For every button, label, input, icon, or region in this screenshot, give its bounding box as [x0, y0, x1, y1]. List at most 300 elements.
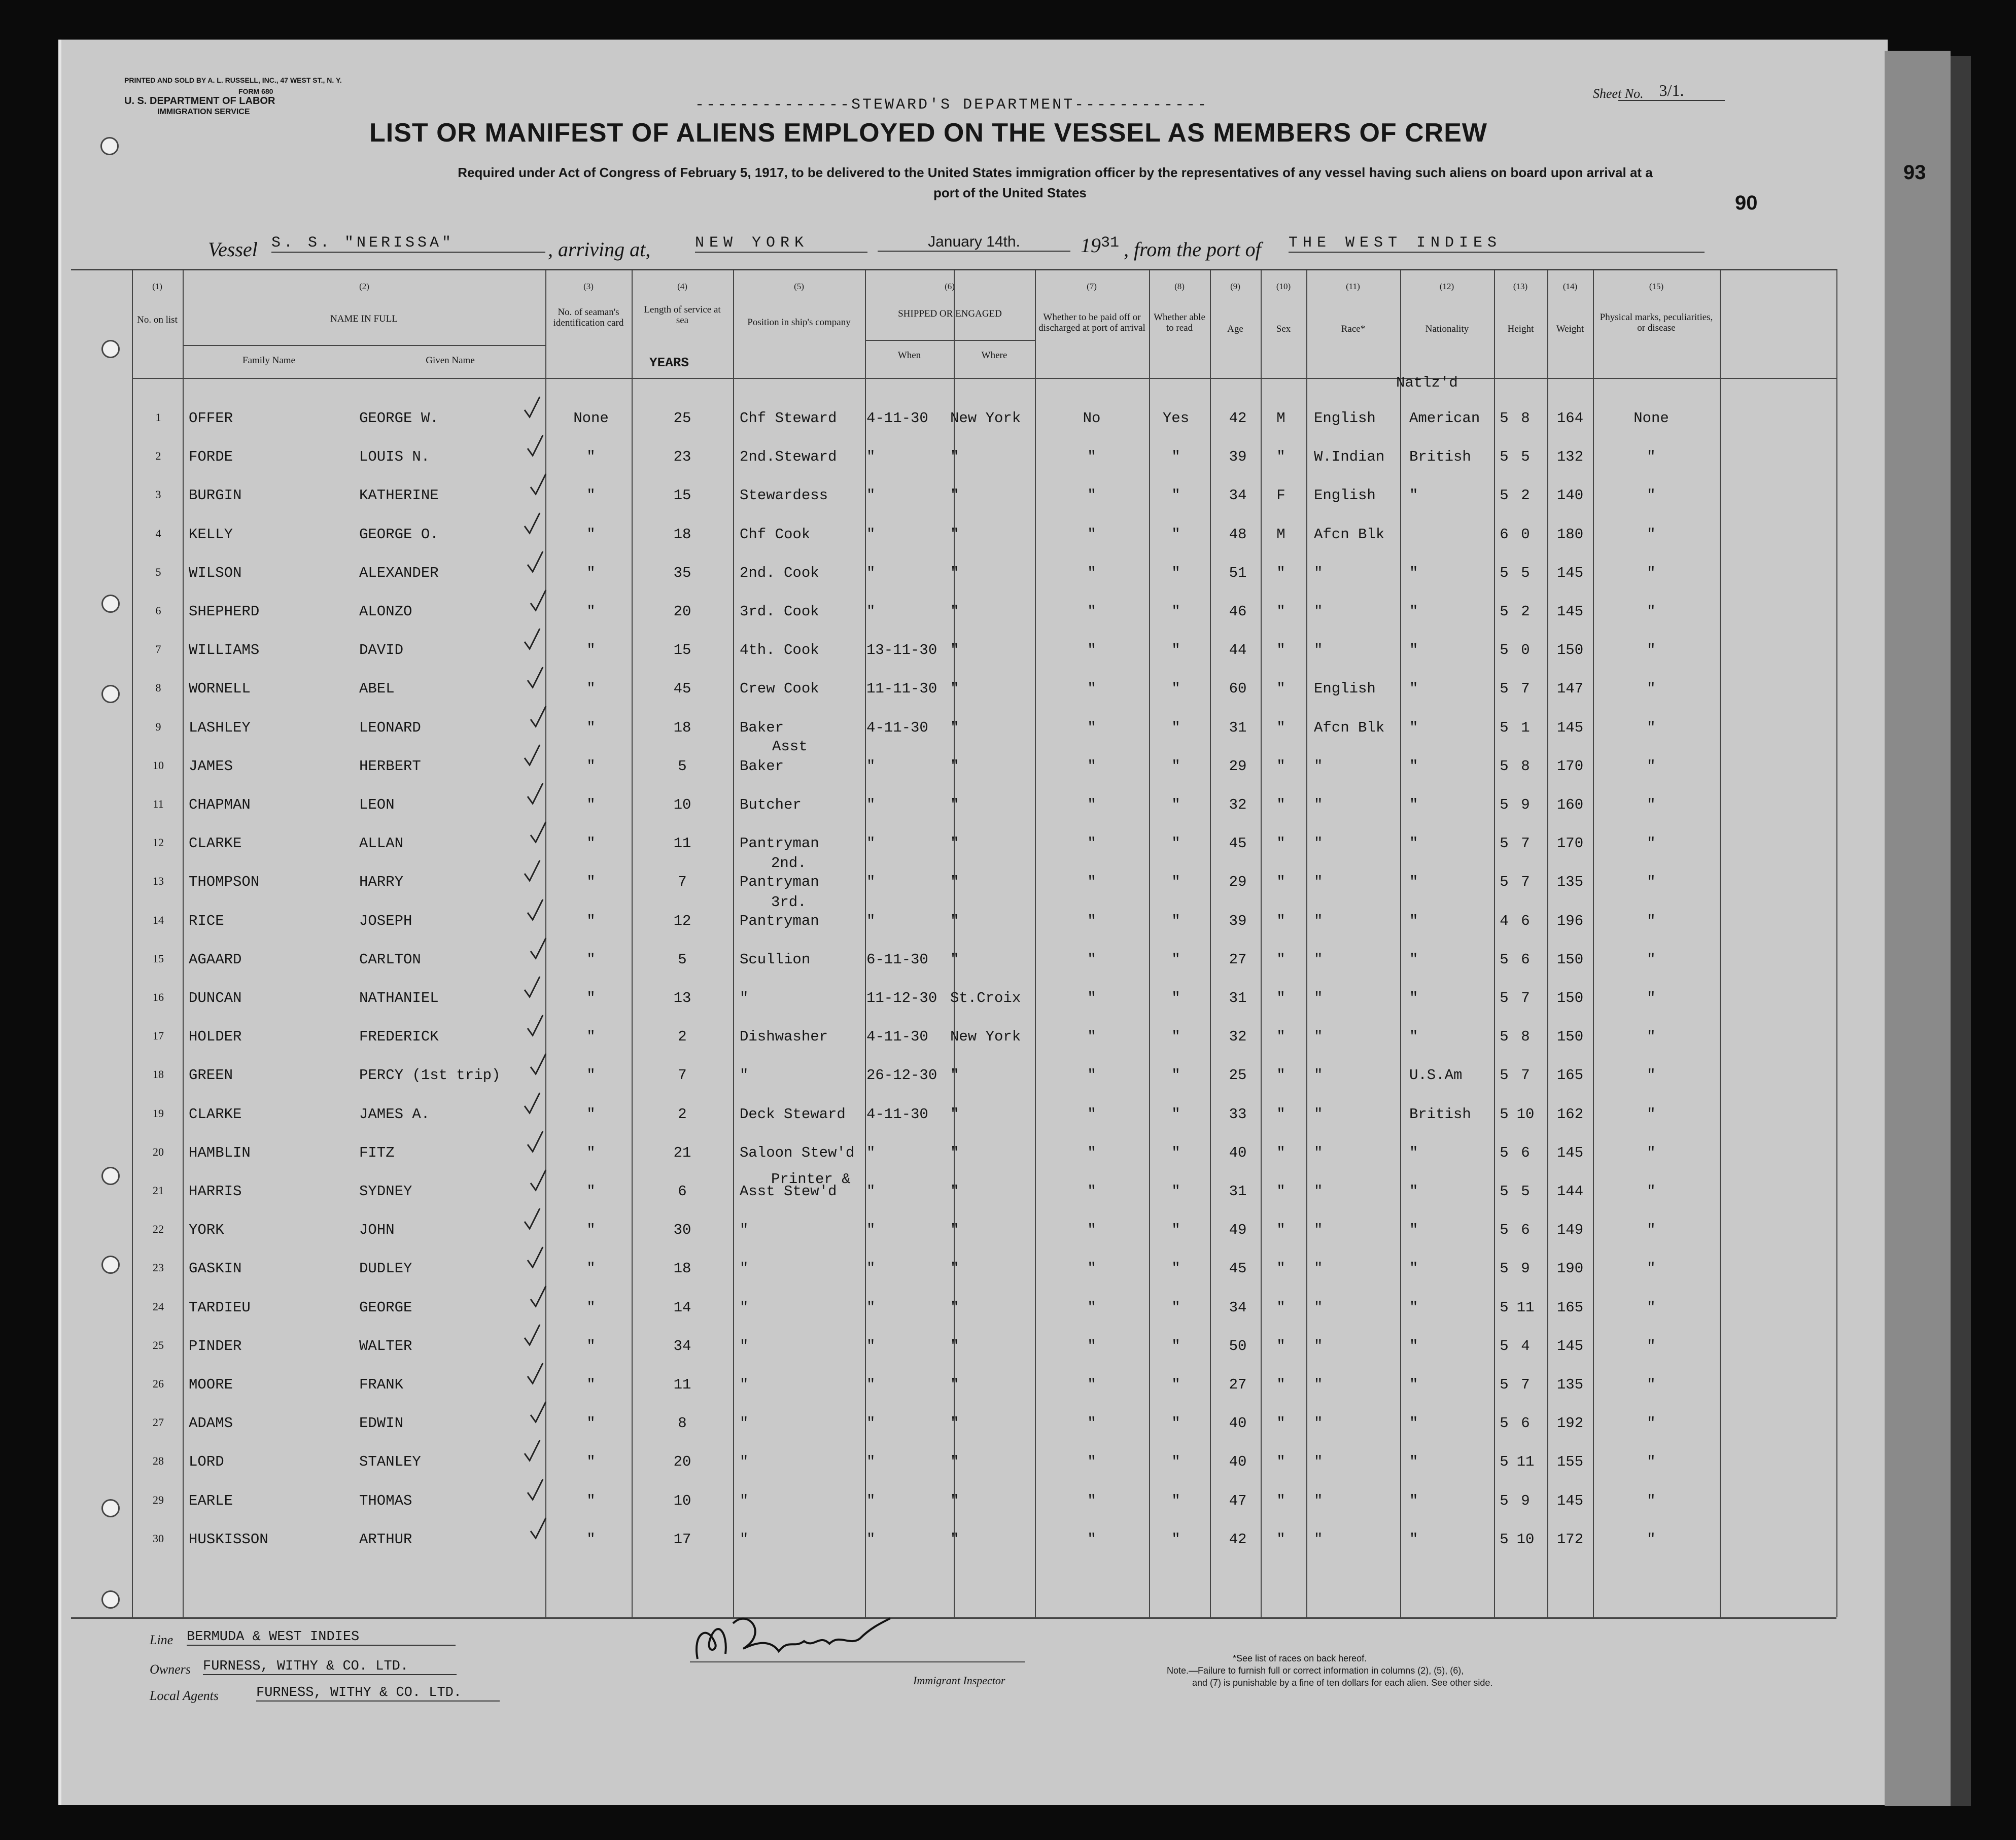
- cell-ft: 5: [1500, 1028, 1509, 1046]
- cell-given: THOMAS: [359, 1492, 412, 1509]
- cell-paid: No: [1083, 410, 1101, 427]
- cell-race: ": [1314, 1531, 1323, 1548]
- cell-pos: Deck Steward: [740, 1105, 846, 1123]
- cell-ft: 5: [1500, 990, 1509, 1006]
- cell-where: ": [950, 874, 959, 891]
- cell-card: ": [586, 448, 596, 466]
- cell-read: ": [1171, 912, 1180, 929]
- cell-given: LEONARD: [359, 719, 421, 736]
- cell-where: ": [950, 719, 959, 736]
- asst-note: Asst: [772, 738, 808, 755]
- cell-ft: 5: [1500, 1453, 1509, 1471]
- check-mark-icon: [529, 1168, 549, 1193]
- cell-wt: 150: [1556, 951, 1584, 968]
- cell-card: ": [586, 1453, 596, 1471]
- cell-ft: 5: [1500, 1337, 1509, 1355]
- cell-nat: ": [1409, 912, 1418, 929]
- cell-given: FREDERICK: [359, 1028, 439, 1046]
- cell-race: ": [1314, 796, 1323, 813]
- check-mark-icon: [526, 1477, 546, 1503]
- cell-wt: 144: [1556, 1183, 1584, 1200]
- cell-family: OFFER: [189, 410, 233, 427]
- binder-hole: [101, 1167, 120, 1185]
- cell-sex: ": [1276, 1028, 1285, 1046]
- cell-where: ": [950, 1067, 959, 1084]
- cell-in: 1: [1521, 719, 1530, 736]
- cell-paid: ": [1087, 1299, 1096, 1316]
- cell-ft: 5: [1500, 757, 1509, 775]
- cell-years: 11: [673, 1376, 691, 1393]
- arriving-port: NEW YORK: [695, 234, 867, 253]
- cell-nat: ": [1409, 990, 1418, 1006]
- cell-years: 11: [673, 835, 691, 852]
- cell-paid: ": [1087, 1222, 1096, 1239]
- cell-race: ": [1314, 1067, 1323, 1084]
- cell-read: ": [1171, 1415, 1180, 1432]
- cell-marks: ": [1647, 642, 1656, 659]
- cell-family: ADAMS: [189, 1415, 233, 1432]
- column-rule: [1035, 269, 1036, 1617]
- cell-read: ": [1171, 1492, 1180, 1509]
- cell-paid: ": [1087, 1415, 1096, 1432]
- cell-when: ": [866, 1183, 876, 1200]
- check-mark-icon: [526, 549, 546, 575]
- arriving-label: , arriving at,: [548, 238, 651, 261]
- binder-hole: [101, 685, 120, 703]
- cell-age: 44: [1229, 642, 1247, 659]
- column-header-c2-family: Family Name: [242, 355, 295, 366]
- cell-age: 47: [1229, 1492, 1247, 1509]
- cell-when: ": [866, 603, 876, 620]
- cell-race: ": [1314, 757, 1323, 775]
- cell-where: ": [950, 1531, 959, 1548]
- cell-paid: ": [1087, 719, 1096, 736]
- cell-sex: ": [1276, 1376, 1285, 1393]
- cell-race: ": [1314, 1144, 1323, 1161]
- cell-nat: ": [1409, 1492, 1418, 1509]
- cell-marks: ": [1647, 1028, 1656, 1046]
- cell-age: 25: [1229, 1067, 1247, 1084]
- cell-n: 12: [153, 836, 164, 849]
- cell-where: ": [950, 1376, 959, 1393]
- cell-n: 30: [153, 1532, 164, 1545]
- cell-in: 9: [1521, 1260, 1530, 1277]
- cell-paid: ": [1087, 526, 1096, 543]
- cell-when: ": [866, 835, 876, 852]
- vessel-name: S. S. "NERISSA": [271, 234, 545, 253]
- owners-value: FURNESS, WITHY & CO. LTD.: [203, 1659, 457, 1675]
- column-number: (11): [1346, 282, 1360, 291]
- binder-hole: [101, 1499, 120, 1517]
- cell-family: HUSKISSON: [189, 1531, 268, 1548]
- column-header-c5: Position in ship's company: [747, 317, 851, 328]
- vessel-label: Vessel: [208, 238, 258, 261]
- cell-marks: ": [1647, 564, 1656, 581]
- check-mark-icon: [523, 627, 543, 652]
- cell-sex: ": [1276, 1415, 1285, 1432]
- cell-nat: ": [1409, 835, 1418, 852]
- column-header-c11: Race*: [1341, 324, 1366, 334]
- column-header-c4: Length of service at sea: [644, 304, 721, 326]
- cell-years: 2: [678, 1105, 687, 1123]
- cell-age: 27: [1229, 1376, 1247, 1393]
- cell-read: ": [1171, 1453, 1180, 1471]
- cell-age: 39: [1229, 912, 1247, 929]
- cell-family: WILSON: [189, 564, 242, 581]
- cell-given: ALEXANDER: [359, 564, 439, 581]
- cell-years: 2: [678, 1028, 687, 1046]
- cell-wt: 196: [1556, 912, 1584, 929]
- cell-when: 4-11-30: [866, 1028, 928, 1046]
- column-number: (3): [583, 282, 594, 291]
- cell-pos: ": [740, 1337, 749, 1355]
- cell-when: 26-12-30: [866, 1067, 937, 1084]
- cell-wt: 145: [1556, 1492, 1584, 1509]
- cell-years: 18: [673, 1260, 691, 1277]
- cell-marks: ": [1647, 796, 1656, 813]
- cell-n: 2: [155, 449, 161, 463]
- cell-pos: Saloon Stew'd: [740, 1144, 855, 1161]
- cell-when: ": [866, 1376, 876, 1393]
- cell-ft: 5: [1500, 1415, 1509, 1432]
- cell-pos: ": [740, 1222, 749, 1239]
- cell-in: 7: [1521, 1376, 1530, 1393]
- cell-wt: 132: [1556, 448, 1584, 466]
- cell-wt: 164: [1556, 410, 1584, 427]
- inspector-signature: [687, 1603, 900, 1669]
- cell-paid: ": [1087, 1260, 1096, 1277]
- cell-card: ": [586, 1492, 596, 1509]
- cell-age: 40: [1229, 1144, 1247, 1161]
- cell-race: ": [1314, 564, 1323, 581]
- cell-in: 7: [1521, 874, 1530, 891]
- cell-sex: ": [1276, 1105, 1285, 1123]
- cell-in: 7: [1521, 680, 1530, 698]
- cell-in: 9: [1521, 796, 1530, 813]
- cell-in: 6: [1521, 1144, 1530, 1161]
- name-header-rule: [183, 345, 545, 346]
- cell-pos: ": [740, 1376, 749, 1393]
- cell-sex: ": [1276, 1337, 1285, 1355]
- cell-pos: ": [740, 990, 749, 1006]
- cell-sex: ": [1276, 1260, 1285, 1277]
- cell-where: ": [950, 642, 959, 659]
- cell-in: 7: [1521, 835, 1530, 852]
- column-number: (14): [1562, 282, 1578, 291]
- cell-ft: 5: [1500, 835, 1509, 852]
- cell-nat: ": [1409, 1531, 1418, 1548]
- cell-pos: Butcher: [740, 796, 802, 813]
- cell-n: 9: [155, 720, 161, 733]
- check-mark-icon: [526, 1129, 546, 1155]
- cell-marks: ": [1647, 1105, 1656, 1123]
- cell-wt: 150: [1556, 990, 1584, 1006]
- cell-in: 10: [1516, 1531, 1535, 1548]
- cell-card: ": [586, 1531, 596, 1548]
- cell-age: 48: [1229, 526, 1247, 543]
- cell-wt: 192: [1556, 1415, 1584, 1432]
- cell-read: ": [1171, 835, 1180, 852]
- cell-marks: ": [1647, 1260, 1656, 1277]
- cell-marks: ": [1647, 757, 1656, 775]
- cell-wt: 170: [1556, 835, 1584, 852]
- cell-wt: 172: [1556, 1531, 1584, 1548]
- cell-n: 21: [153, 1184, 164, 1197]
- line-label: Line: [150, 1633, 173, 1647]
- cell-race: English: [1314, 410, 1376, 427]
- cell-sex: ": [1276, 603, 1285, 620]
- cell-read: ": [1171, 448, 1180, 466]
- cell-read: ": [1171, 1337, 1180, 1355]
- cell-years: 13: [673, 990, 691, 1006]
- cell-ft: 5: [1500, 1144, 1509, 1161]
- cell-where: New York: [950, 1028, 1021, 1046]
- cell-given: JAMES A.: [359, 1105, 430, 1123]
- cell-nat: ": [1409, 1028, 1418, 1046]
- cell-wt: 149: [1556, 1222, 1584, 1239]
- cell-n: 23: [153, 1261, 164, 1274]
- column-header-c2-given: Given Name: [426, 355, 475, 366]
- cell-paid: ": [1087, 990, 1096, 1006]
- cell-given: GEORGE: [359, 1299, 412, 1316]
- cell-wt: 145: [1556, 1144, 1584, 1161]
- cell-years: 14: [673, 1299, 691, 1316]
- manifest-sheet: [58, 40, 1888, 1805]
- cell-card: ": [586, 912, 596, 929]
- column-header-c6-when: When: [897, 350, 921, 361]
- cell-when: ": [866, 1144, 876, 1161]
- cell-sex: ": [1276, 642, 1285, 659]
- cell-paid: ": [1087, 603, 1096, 620]
- cell-marks: ": [1647, 1492, 1656, 1509]
- cell-card: ": [586, 487, 596, 504]
- cell-years: 18: [673, 719, 691, 736]
- cell-card: None: [573, 410, 609, 427]
- cell-where: ": [950, 796, 959, 813]
- cell-sex: ": [1276, 1453, 1285, 1471]
- cell-sex: M: [1276, 526, 1285, 543]
- cell-age: 31: [1229, 990, 1247, 1006]
- column-rule: [132, 269, 133, 1617]
- column-number: (9): [1230, 282, 1240, 291]
- cell-family: WORNELL: [189, 680, 251, 698]
- column-rule: [1210, 269, 1211, 1617]
- cell-nat: British: [1409, 1105, 1471, 1123]
- cell-marks: ": [1647, 874, 1656, 891]
- cell-age: 42: [1229, 410, 1247, 427]
- cell-race: ": [1314, 1105, 1323, 1123]
- cell-read: ": [1171, 1222, 1180, 1239]
- cell-where: ": [950, 1492, 959, 1509]
- cell-pos: ": [740, 1299, 749, 1316]
- cell-n: 10: [153, 758, 164, 772]
- cell-nat: ": [1409, 1260, 1418, 1277]
- cell-card: ": [586, 1144, 596, 1161]
- cell-wt: 160: [1556, 796, 1584, 813]
- cell-given: CARLTON: [359, 951, 421, 968]
- cell-in: 2: [1521, 603, 1530, 620]
- cell-race: ": [1314, 1260, 1323, 1277]
- cell-age: 34: [1229, 487, 1247, 504]
- column-header-c6-where: Where: [981, 350, 1007, 361]
- cell-family: EARLE: [189, 1492, 233, 1509]
- cell-where: ": [950, 680, 959, 698]
- cell-n: 8: [155, 681, 161, 695]
- signature-line: [690, 1661, 1025, 1662]
- cell-wt: 135: [1556, 1376, 1584, 1393]
- cell-given: ARTHUR: [359, 1531, 412, 1548]
- cell-card: ": [586, 564, 596, 581]
- cell-sex: ": [1276, 448, 1285, 466]
- cell-given: HARRY: [359, 874, 404, 891]
- cell-ft: 5: [1500, 1067, 1509, 1084]
- cell-read: ": [1171, 1028, 1180, 1046]
- cell-card: ": [586, 642, 596, 659]
- column-rule: [1400, 269, 1401, 1617]
- cell-nat: ": [1409, 1376, 1418, 1393]
- cell-n: 24: [153, 1300, 164, 1313]
- cell-marks: ": [1647, 680, 1656, 698]
- cell-ft: 5: [1500, 410, 1509, 427]
- cell-given: JOHN: [359, 1222, 395, 1239]
- cell-when: 13-11-30: [866, 642, 937, 659]
- check-mark-icon: [529, 1400, 549, 1425]
- cell-paid: ": [1087, 1337, 1096, 1355]
- cell-years: 35: [673, 564, 691, 581]
- cell-marks: ": [1647, 526, 1656, 543]
- cell-when: ": [866, 526, 876, 543]
- column-rule: [733, 269, 734, 1617]
- column-number: (5): [794, 282, 804, 291]
- cell-pos: 2nd.Steward: [740, 448, 837, 466]
- service-name: IMMIGRATION SERVICE: [157, 108, 250, 116]
- cell-wt: 165: [1556, 1299, 1584, 1316]
- requirement-line-1: Required under Act of Congress of February 5, 1917, to be delivered to the United States immigration officer by the representatives of any vessel having such aliens on board upon arrival at a: [458, 165, 1653, 180]
- cell-read: ": [1171, 1105, 1180, 1123]
- cell-race: Afcn Blk: [1314, 526, 1385, 543]
- cell-paid: ": [1087, 1028, 1096, 1046]
- stewards-department: --------------STEWARD'S DEPARTMENT------------: [695, 96, 1209, 114]
- cell-read: ": [1171, 719, 1180, 736]
- cell-where: ": [950, 1222, 959, 1239]
- cell-paid: ": [1087, 1144, 1096, 1161]
- column-number: (15): [1649, 282, 1664, 291]
- check-mark-icon: [523, 395, 543, 420]
- cell-race: ": [1314, 1183, 1323, 1200]
- cell-card: ": [586, 835, 596, 852]
- cell-card: ": [586, 951, 596, 968]
- cell-paid: ": [1087, 1067, 1096, 1084]
- cell-paid: ": [1087, 912, 1096, 929]
- cell-when: ": [866, 1337, 876, 1355]
- cell-years: 15: [673, 487, 691, 504]
- cell-wt: 145: [1556, 603, 1584, 620]
- column-rule: [1836, 269, 1837, 1617]
- cell-pos: Pantryman: [740, 835, 819, 852]
- cell-sex: ": [1276, 835, 1285, 852]
- cell-where: ": [950, 1337, 959, 1355]
- cell-sex: ": [1276, 990, 1285, 1006]
- cell-ft: 5: [1500, 603, 1509, 620]
- cell-where: ": [950, 1453, 959, 1471]
- cell-n: 17: [153, 1029, 164, 1043]
- cell-card: ": [586, 1260, 596, 1277]
- cell-when: 6-11-30: [866, 951, 928, 968]
- penalty-note-1: Note.—Failure to furnish full or correct information in columns (2), (5), (6),: [1167, 1665, 1464, 1676]
- check-mark-icon: [529, 704, 549, 730]
- cell-nat: ": [1409, 642, 1418, 659]
- cell-family: GASKIN: [189, 1260, 242, 1277]
- cell-sex: ": [1276, 680, 1285, 698]
- cell-family: HOLDER: [189, 1028, 242, 1046]
- cell-in: 2: [1521, 487, 1530, 504]
- cell-age: 34: [1229, 1299, 1247, 1316]
- cell-card: ": [586, 796, 596, 813]
- cell-family: CLARKE: [189, 1105, 242, 1123]
- cell-given: SYDNEY: [359, 1183, 412, 1200]
- cell-nat: U.S.Am: [1409, 1067, 1463, 1084]
- cell-given: GEORGE O.: [359, 526, 439, 543]
- cell-family: CLARKE: [189, 835, 242, 852]
- header-bottom-rule: [132, 378, 1836, 379]
- cell-given: ALONZO: [359, 603, 412, 620]
- penalty-note-2: and (7) is punishable by a fine of ten dollars for each alien. See other side.: [1192, 1678, 1493, 1688]
- column-header-c3: No. of seaman's identification card: [553, 307, 624, 328]
- cell-race: ": [1314, 603, 1323, 620]
- cell-family: KELLY: [189, 526, 233, 543]
- cell-marks: ": [1647, 1222, 1656, 1239]
- cell-n: 20: [153, 1145, 164, 1158]
- cell-where: ": [950, 757, 959, 775]
- cell-in: 5: [1521, 448, 1530, 466]
- cell-wt: 147: [1556, 680, 1584, 698]
- cell-age: 33: [1229, 1105, 1247, 1123]
- column-number: (10): [1276, 282, 1291, 291]
- column-number: (12): [1439, 282, 1454, 291]
- cell-sex: ": [1276, 1067, 1285, 1084]
- cell-where: New York: [950, 410, 1021, 427]
- requirement-line-2: port of the United States: [933, 185, 1087, 200]
- cell-sex: ": [1276, 796, 1285, 813]
- year-prefix: 19: [1081, 234, 1101, 257]
- cell-age: 32: [1229, 1028, 1247, 1046]
- cell-pos: 2nd. Cook: [740, 564, 819, 581]
- cell-given: ABEL: [359, 680, 395, 698]
- cell-marks: None: [1633, 410, 1669, 427]
- cell-when: 11-12-30: [866, 990, 937, 1006]
- cell-read: ": [1171, 1299, 1180, 1316]
- cell-years: 10: [673, 1492, 691, 1509]
- cell-race: ": [1314, 1492, 1323, 1509]
- cell-sex: ": [1276, 874, 1285, 891]
- cell-where: ": [950, 448, 959, 466]
- cell-where: ": [950, 835, 959, 852]
- sheet-label: Sheet No.: [1593, 86, 1644, 101]
- cell-pos: ": [740, 1531, 749, 1548]
- cell-n: 16: [153, 991, 164, 1003]
- cell-wt: 155: [1556, 1453, 1584, 1471]
- cell-race: ": [1314, 642, 1323, 659]
- binder-hole: [101, 595, 120, 613]
- cell-n: 11: [153, 797, 164, 810]
- cell-marks: ": [1647, 603, 1656, 620]
- cell-age: 32: [1229, 796, 1247, 813]
- check-mark-icon: [529, 588, 549, 613]
- cell-when: 4-11-30: [866, 719, 928, 736]
- cell-years: 7: [678, 874, 687, 891]
- cell-marks: ": [1647, 1067, 1656, 1084]
- cell-ft: 5: [1500, 1222, 1509, 1239]
